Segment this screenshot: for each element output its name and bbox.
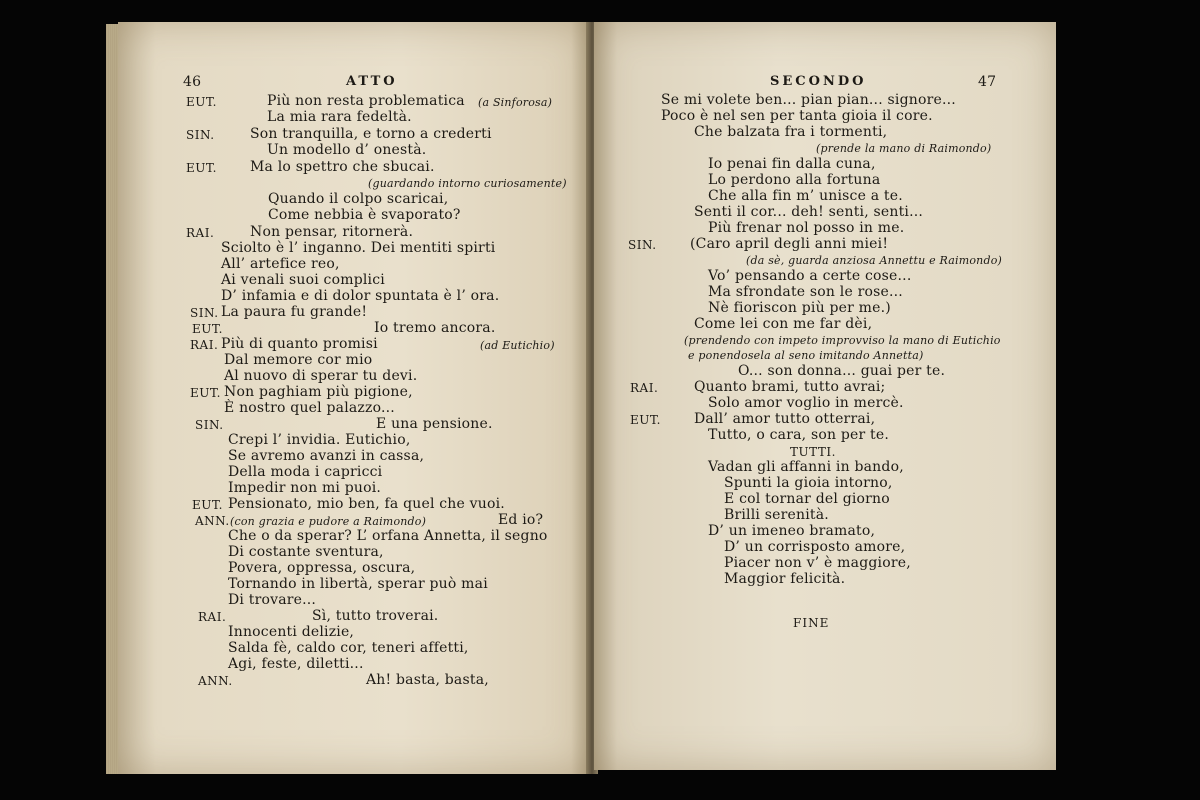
verse-line: Maggior felicità. — [724, 571, 846, 587]
verse-line: La mia rara fedeltà. — [267, 109, 412, 125]
verse-line: Quando il colpo scaricai, — [268, 191, 449, 207]
speaker-label: EUT. — [190, 386, 221, 400]
verse-line: D’ un imeneo bramato, — [708, 523, 876, 539]
verse-line: Lo perdono alla fortuna — [708, 172, 881, 188]
speaker-label: EUT. — [186, 95, 217, 109]
verse-line: Che balzata fra i tormenti, — [694, 124, 888, 140]
verse-line: Tornando in libertà, sperar può mai — [228, 576, 488, 592]
verse-line: È nostro quel palazzo... — [224, 400, 395, 416]
verse-line: Brilli serenità. — [724, 507, 829, 523]
speaker-label: EUT. — [186, 161, 217, 175]
verse-line: Nè fioriscon più per me.) — [708, 300, 891, 316]
stage-direction: (prendendo con impeto improvviso la mano di Eutichio — [684, 334, 1001, 347]
stage-direction: (a Sinforosa) — [478, 96, 553, 109]
verse-line: Spunti la gioia intorno, — [724, 475, 893, 491]
verse-line: Più frenar nol posso in me. — [708, 220, 905, 236]
speaker-label: EUT. — [192, 322, 223, 336]
verse-line: Poco è nel sen per tanta gioia il core. — [661, 108, 933, 124]
verse-line: La paura fu grande! — [221, 304, 368, 320]
verse-line: Più non resta problematica — [267, 93, 465, 109]
verse-line: Dall’ amor tutto otterrai, — [694, 411, 876, 427]
verse-line: O... son donna... guai per te. — [738, 363, 946, 379]
verse-line: Tutto, o cara, son per te. — [708, 427, 889, 443]
verse-line: Piacer non v’ è maggiore, — [724, 555, 911, 571]
verse-line: Ah! basta, basta, — [366, 672, 489, 688]
page-number: 46 — [183, 74, 202, 90]
verse-line: Non paghiam più pigione, — [224, 384, 413, 400]
speaker-label: SIN. — [190, 306, 219, 320]
verse-line: Al nuovo di sperar tu devi. — [224, 368, 418, 384]
speaker-label: EUT. — [192, 498, 223, 512]
verse-line: Ed io? — [498, 512, 544, 528]
stage-direction: (con grazia e pudore a Raimondo) — [230, 515, 427, 528]
speaker-label: SIN. — [628, 238, 657, 252]
verse-line: Ma lo spettro che sbucai. — [250, 159, 435, 175]
verse-line: Vadan gli affanni in bando, — [708, 459, 904, 475]
verse-line: Senti il cor... deh! senti, senti... — [694, 204, 924, 220]
speaker-label: RAI. — [198, 610, 227, 624]
verse-line: Che alla fin m’ unisce a te. — [708, 188, 903, 204]
verse-line: Povera, oppressa, oscura, — [228, 560, 416, 576]
verse-line: Se avremo avanzi in cassa, — [228, 448, 425, 464]
speaker-label: SIN. — [186, 128, 215, 142]
verse-line: Quanto brami, tutto avrai; — [694, 379, 886, 395]
verse-line: Dal memore cor mio — [224, 352, 373, 368]
verse-line: Come lei con me far dèi, — [694, 316, 873, 332]
stage-direction: (da sè, guarda anziosa Annettu e Raimondo) — [746, 254, 1003, 267]
verse-line: Io tremo ancora. — [374, 320, 496, 336]
verse-line: Sciolto è l’ inganno. Dei mentiti spirti — [221, 240, 496, 256]
speaker-label: EUT. — [630, 413, 661, 427]
verse-line: Non pensar, ritornerà. — [250, 224, 414, 240]
verse-line: All’ artefice reo, — [221, 256, 340, 272]
stage-direction: (guardando intorno curiosamente) — [368, 177, 567, 190]
verse-line: D’ un corrisposto amore, — [724, 539, 906, 555]
verse-line: Son tranquilla, e torno a crederti — [250, 126, 492, 142]
verse-line: Di costante sventura, — [228, 544, 384, 560]
verse-line: Crepi l’ invidia. Eutichio, — [228, 432, 411, 448]
speaker-label: RAI. — [630, 381, 659, 395]
verse-line: Pensionato, mio ben, fa quel che vuoi. — [228, 496, 505, 512]
speaker-label: SIN. — [195, 418, 224, 432]
stage-direction: (prende la mano di Raimondo) — [816, 142, 992, 155]
verse-line: Vo’ pensando a certe cose... — [708, 268, 912, 284]
speaker-label: RAI. — [190, 338, 219, 352]
verse-line: Impedir non mi puoi. — [228, 480, 382, 496]
verse-line: Innocenti delizie, — [228, 624, 355, 640]
verse-line: Della moda i capricci — [228, 464, 383, 480]
running-head: SECONDO — [770, 74, 867, 89]
speaker-label: ANN. — [195, 514, 230, 528]
verse-line: Se mi volete ben... pian pian... signore... — [661, 92, 956, 108]
verse-line: Di trovare... — [228, 592, 317, 608]
verse-line: Ai venali suoi complici — [221, 272, 385, 288]
verse-line: Io penai fin dalla cuna, — [708, 156, 876, 172]
stage-direction: (ad Eutichio) — [480, 339, 555, 352]
running-head: ATTO — [346, 74, 398, 89]
stage-direction: e ponendosela al seno imitando Annetta) — [688, 349, 924, 362]
verse-line: Salda fè, caldo cor, teneri affetti, — [228, 640, 469, 656]
verse-line: D’ infamia e di dolor spuntata è l’ ora. — [221, 288, 500, 304]
verse-line: E una pensione. — [376, 416, 493, 432]
speaker-label: RAI. — [186, 226, 215, 240]
end-mark: FINE — [793, 616, 830, 630]
verse-line: (Caro april degli anni miei! — [690, 236, 889, 252]
speaker-label: ANN. — [198, 674, 233, 688]
verse-line: Ma sfrondate son le rose... — [708, 284, 903, 300]
verse-line: Sì, tutto troverai. — [312, 608, 439, 624]
verse-line: Agi, feste, diletti... — [228, 656, 364, 672]
verse-line: Come nebbia è svaporato? — [268, 207, 461, 223]
verse-line: Che o da sperar? L’ orfana Annetta, il segno — [228, 528, 548, 544]
verse-line: Più di quanto promisi — [221, 336, 378, 352]
page-number: 47 — [978, 74, 997, 90]
verse-line: E col tornar del giorno — [724, 491, 890, 507]
verse-line: Solo amor voglio in mercè. — [708, 395, 904, 411]
verse-line: Un modello d’ onestà. — [267, 142, 427, 158]
speaker-label: TUTTI. — [790, 445, 836, 459]
